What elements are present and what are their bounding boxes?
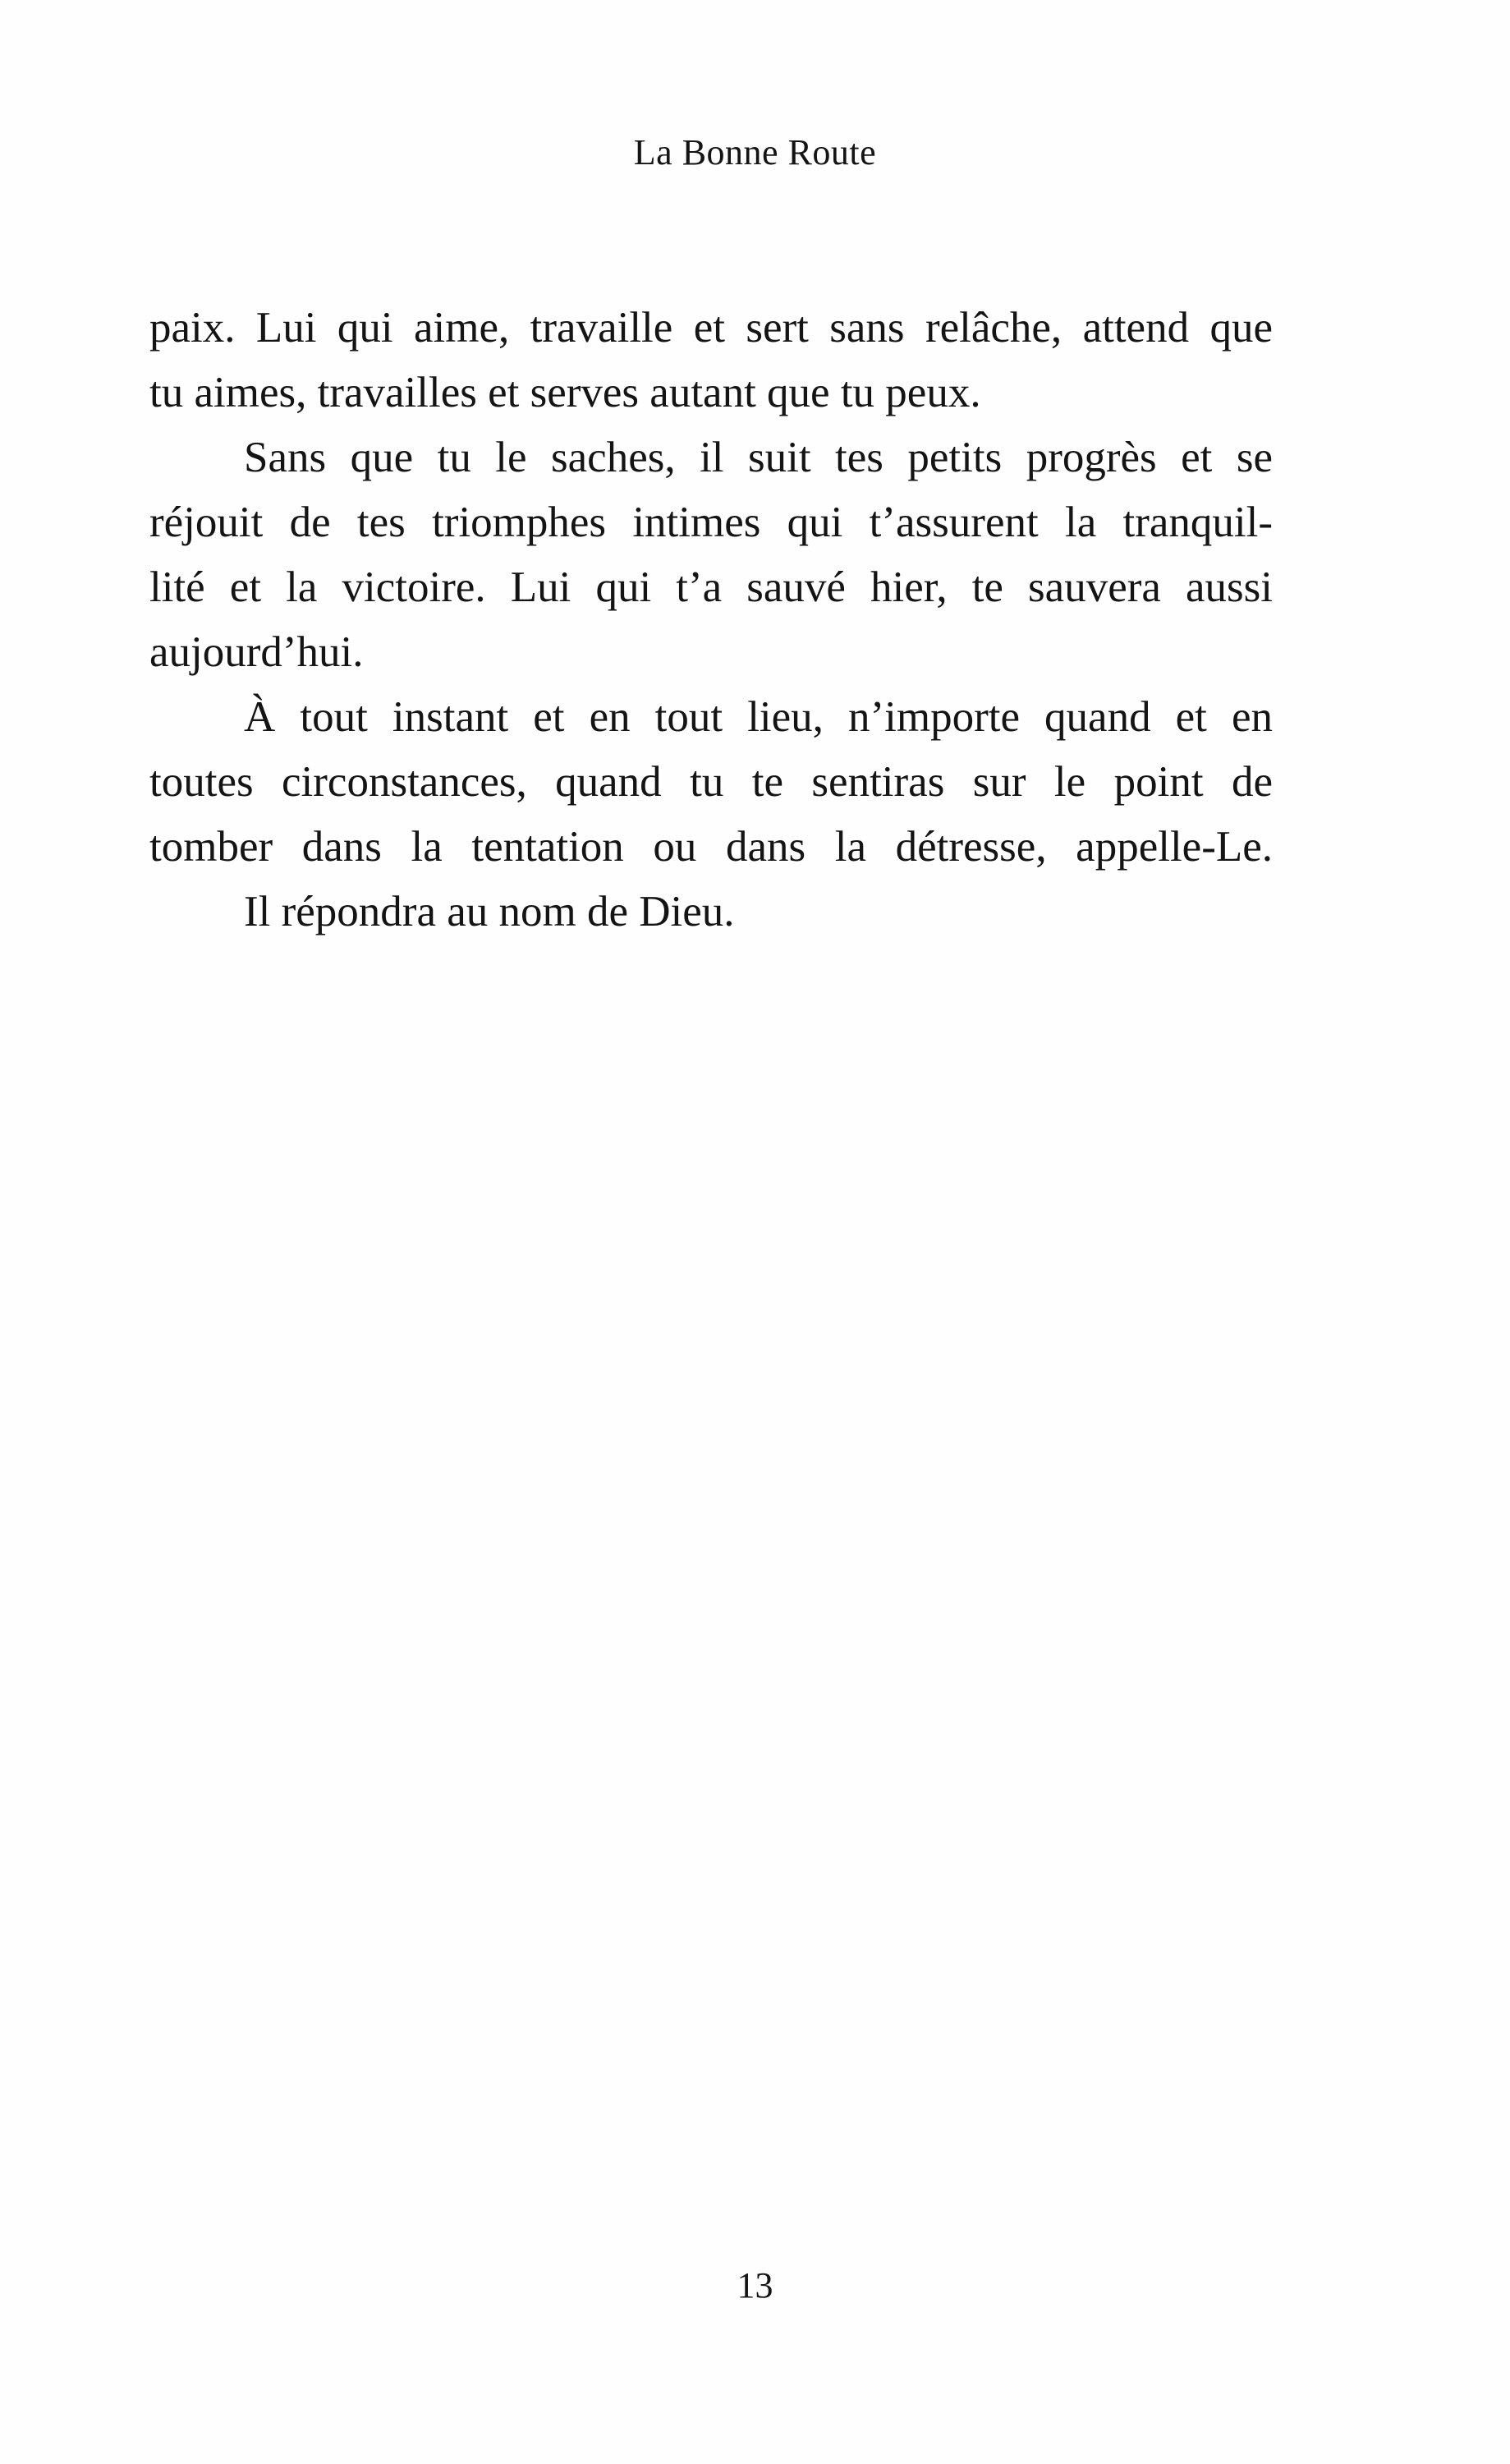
text-line: À tout instant et en tout lieu, n’importe quand et en — [244, 693, 1273, 741]
text-line: paix. Lui qui aime, travaille et sert sans relâche, attend que — [149, 304, 1273, 352]
text-line: tu aimes, travailles et serves autant que tu peux. — [149, 369, 981, 416]
text-line: réjouit de tes triomphes intimes qui t’assurent la tranquil- — [149, 499, 1273, 546]
text-line: Il répondra au nom de Dieu. — [244, 888, 735, 935]
text-line: Sans que tu le saches, il suit tes petits progrès et se — [244, 434, 1273, 481]
page-number: 13 — [737, 2265, 773, 2305]
text-line: toutes circonstances, quand tu te sentiras sur le point de — [149, 758, 1273, 806]
text-line: aujourd’hui. — [149, 628, 364, 676]
text-line: lité et la victoire. Lui qui t’a sauvé hier, te sauvera aussi — [149, 563, 1273, 611]
text-line: tomber dans la tentation ou dans la détresse, appelle-Le. — [149, 823, 1273, 871]
running-title: La Bonne Route — [633, 132, 877, 172]
body-text — [149, 296, 1273, 945]
